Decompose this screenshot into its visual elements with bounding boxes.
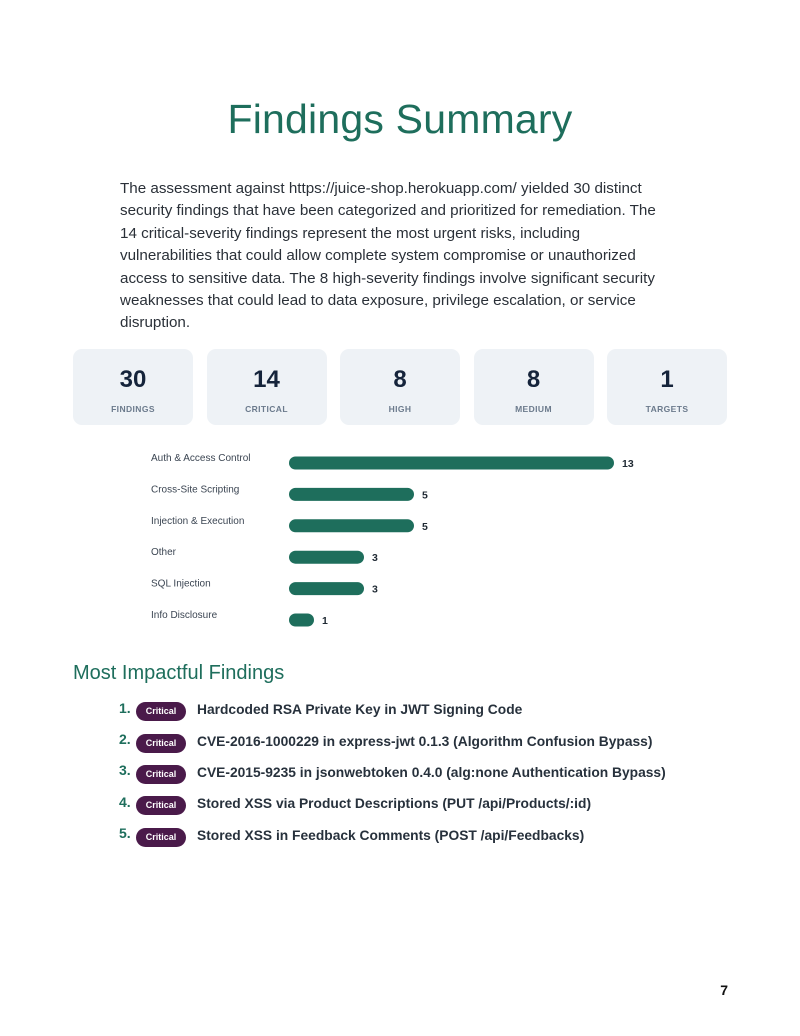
stat-card-medium xyxy=(474,349,594,425)
finding-title: Hardcoded RSA Private Key in JWT Signing Code xyxy=(197,702,523,718)
page-title: Findings Summary xyxy=(227,96,573,142)
stat-label: TARGETS xyxy=(645,404,689,414)
severity-badge: Critical xyxy=(136,702,186,721)
page-number: 7 xyxy=(720,982,728,998)
finding-title: Stored XSS in Feedback Comments (POST /api/Feedbacks) xyxy=(197,827,585,843)
section-title-impactful: Most Impactful Findings xyxy=(73,662,285,684)
bar xyxy=(289,614,314,627)
list-item xyxy=(119,725,666,756)
finding-title: Stored XSS via Product Descriptions (PUT /api/Products/:id) xyxy=(197,796,592,812)
finding-number: 1. xyxy=(119,699,131,716)
severity-badge: Critical xyxy=(136,765,186,784)
stat-card-targets xyxy=(607,349,727,425)
stat-card-critical xyxy=(207,349,327,425)
stat-label: FINDINGS xyxy=(111,404,155,414)
bar-category-label: Info Disclosure xyxy=(151,610,218,621)
stat-label: CRITICAL xyxy=(245,404,288,414)
bar xyxy=(289,551,364,564)
bar xyxy=(289,488,414,501)
bar xyxy=(289,582,364,595)
bar-value-label: 5 xyxy=(422,489,428,502)
stat-card-findings xyxy=(73,349,193,425)
list-item xyxy=(119,820,666,851)
impactful-findings-list xyxy=(119,694,666,851)
finding-number: 3. xyxy=(119,762,131,779)
stat-label: HIGH xyxy=(388,404,412,414)
bar-value-label: 13 xyxy=(622,458,634,470)
severity-badge: Critical xyxy=(136,828,186,847)
findings-by-category-chart xyxy=(140,446,660,636)
bar-category-label: Other xyxy=(151,547,177,559)
bar-value-label: 1 xyxy=(322,615,328,627)
finding-number: 4. xyxy=(119,793,131,810)
severity-badge: Critical xyxy=(136,734,186,753)
stat-value: 8 xyxy=(393,366,407,393)
stat-value: 30 xyxy=(119,366,147,393)
intro-paragraph: The assessment against https://juice-shop.herokuapp.com/ yielded 30 distinct security findings that have been categorized and prioritized for remediation. The 14 critical-severity findings represent the most urgent risks, including vulnerabilities that could allow complete system compromise or unauthorized access to sensitive data. The 8 high-severity findings involve significant security weaknesses that could lead to data exposure, privilege escalation, or service disruption. xyxy=(120,180,656,332)
bar-category-label: Cross-Site Scripting xyxy=(151,484,240,496)
bar-category-label: Auth & Access Control xyxy=(151,453,251,464)
list-item xyxy=(119,694,666,725)
stats-row xyxy=(73,349,727,425)
bar xyxy=(289,519,414,532)
bar-value-label: 3 xyxy=(372,583,378,596)
severity-badge: Critical xyxy=(136,796,186,815)
stat-label: MEDIUM xyxy=(515,404,552,414)
list-item xyxy=(119,757,666,788)
list-item xyxy=(119,788,666,819)
bar-value-label: 3 xyxy=(372,552,378,565)
finding-number: 2. xyxy=(119,731,131,748)
bar-category-label: Injection & Execution xyxy=(151,515,245,527)
finding-title: CVE-2015-9235 in jsonwebtoken 0.4.0 (alg:none Authentication Bypass) xyxy=(197,764,666,780)
finding-number: 5. xyxy=(119,825,131,842)
bar-value-label: 5 xyxy=(422,520,428,533)
stat-card-high xyxy=(340,349,460,425)
stat-value: 14 xyxy=(253,366,280,393)
bar xyxy=(289,457,614,470)
finding-title: CVE-2016-1000229 in express-jwt 0.1.3 (Algorithm Confusion Bypass) xyxy=(197,733,653,749)
stat-value: 1 xyxy=(660,366,674,393)
bar-category-label: SQL Injection xyxy=(151,578,211,590)
stat-value: 8 xyxy=(526,366,541,393)
